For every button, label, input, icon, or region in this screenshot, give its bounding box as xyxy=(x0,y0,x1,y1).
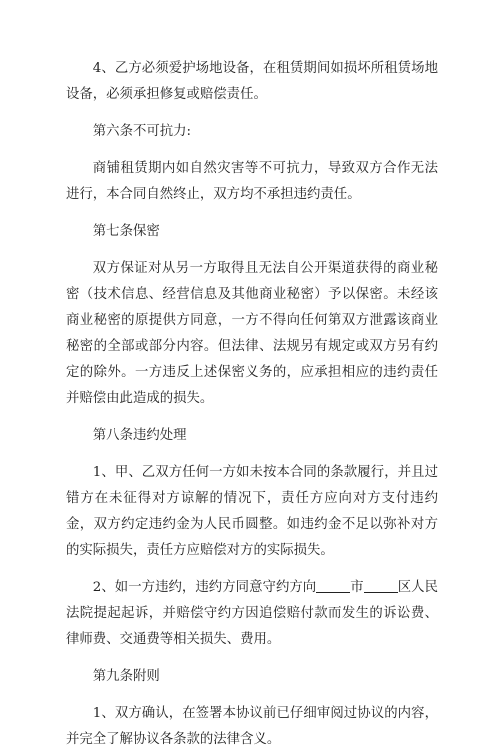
article-9-item-1: 1、双方确认，在签署本协议前已仔细审阅过协议的内容，并完全了解协议各条款的法律含义。 xyxy=(66,706,438,747)
clause-5-item-4: 4、乙方必须爱护场地设备，在租赁期间如损坏所租赁场地设备，必须承担修复或赔偿责任。 xyxy=(66,61,438,102)
article-6-heading: 第六条不可抗力: xyxy=(92,124,192,139)
article-6-body: 商铺租赁期内如自然灾害等不可抗力，导致双方合作无法进行，本合同自然终止，双方均不承担违约责任。 xyxy=(66,161,438,202)
article-8-heading: 第八条违约处理 xyxy=(92,428,187,443)
document-body xyxy=(66,56,438,753)
item-2-part-c: 区人民法院提起起诉，并赔偿守约方因追偿赔付款而发生的诉讼费、律师费、交通费等相关损失、费用。 xyxy=(66,580,438,647)
item-2-part-b: 市 xyxy=(350,580,364,595)
blank-city xyxy=(316,579,350,593)
article-8-item-1: 1、甲、乙双方任何一方如未按本合同的条款履行，并且过错方在未征得对方谅解的情况下，责任方应向对方支付违约金，双方约定违约金为人民币圆整。如违约金不足以弥补对方的实际损失，责任方应赔偿对方的实际损失。 xyxy=(66,465,438,558)
article-8-item-2 xyxy=(66,575,438,653)
blank-district xyxy=(364,579,398,593)
item-2-part-a: 2、如一方违约，违约方同意守约方向 xyxy=(92,580,317,595)
article-7-heading: 第七条保密 xyxy=(92,224,160,239)
article-7-body: 双方保证对从另一方取得且无法自公开渠道获得的商业秘密（技术信息、经营信息及其他商业秘密）予以保密。未经该商业秘密的原提供方同意，一方不得向任何第双方泄露该商业秘密的全部或部分内容。但法律、法规另有规定或双方另有约定的除外。一方违反上述保密义务的，应承担相应的违约责任并赔偿由此造成的损失。 xyxy=(66,261,438,406)
article-9-heading: 第九条附则 xyxy=(92,669,160,684)
